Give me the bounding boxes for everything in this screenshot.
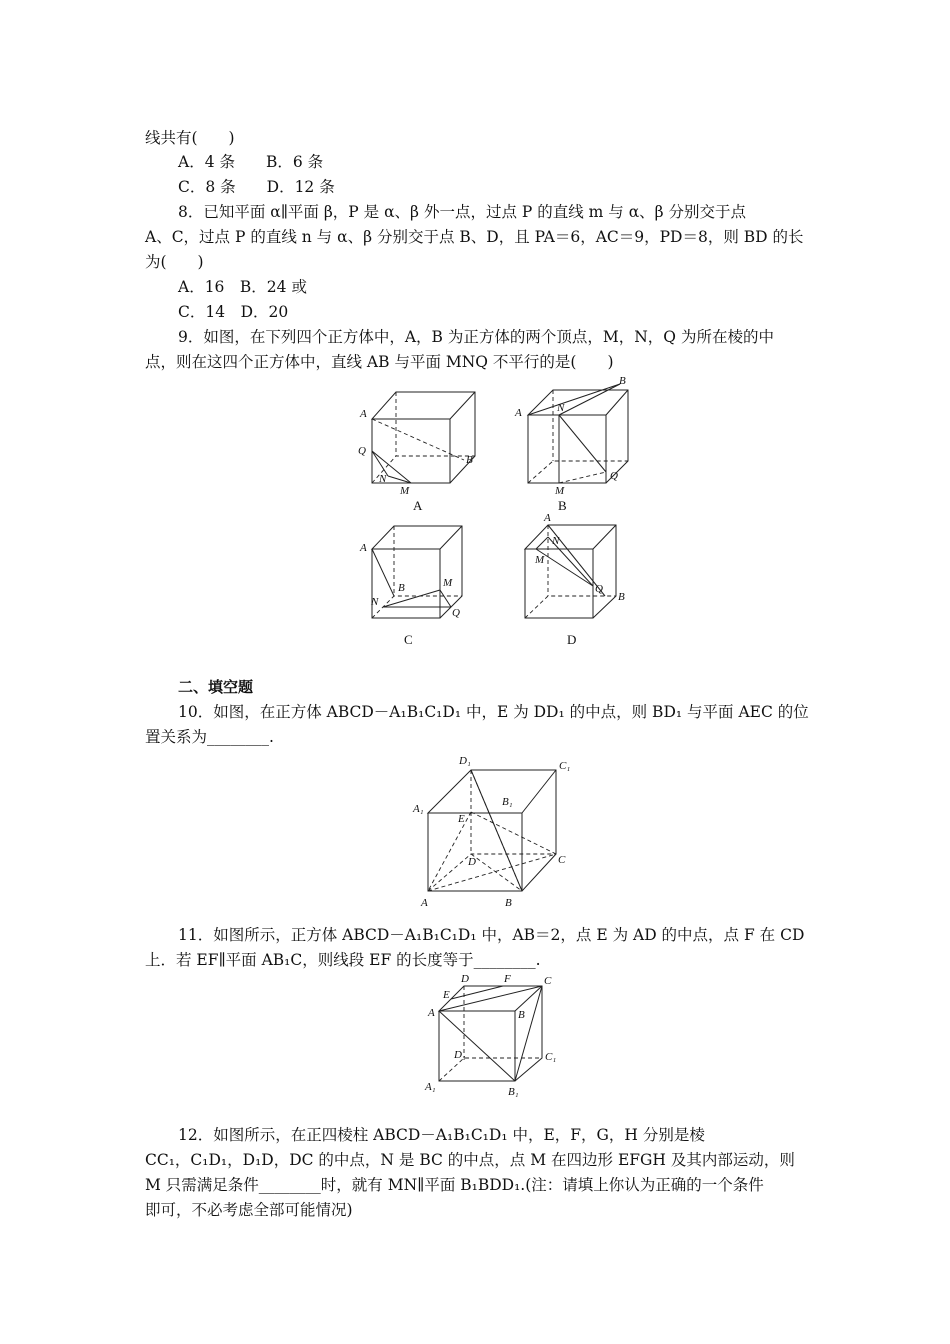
vertex-label: E <box>443 989 450 1001</box>
vertex-label: B <box>518 1009 525 1021</box>
vertex-label: D <box>461 973 469 985</box>
figure-caption: D <box>567 632 577 647</box>
question-8-line-1: 8．已知平面 α∥平面 β，P 是 α、β 外一点，过点 P 的直线 m 与 α、β 分别交于点 <box>178 203 747 221</box>
vertex-label: A <box>360 408 367 420</box>
question-9-line-2: 点，则在这四个正方体中，直线 AB 与平面 MNQ 不平行的是( ) <box>145 353 614 371</box>
question-12-line-4: 即可，不必考虑全部可能情况) <box>145 1201 353 1219</box>
vertex-label: B₁ <box>508 1086 519 1098</box>
vertex-label: B <box>619 375 626 387</box>
question-8-line-3: 为( ) <box>145 253 204 271</box>
figure-11-cube <box>420 972 570 1102</box>
vertex-label: B₁ <box>502 796 513 808</box>
vertex-label: N <box>379 473 387 485</box>
vertex-label: M <box>535 554 545 566</box>
section-heading: 二、填空题 <box>178 678 254 696</box>
vertex-label: A₁ <box>413 803 424 815</box>
option-line: A．16 B．24 或 <box>178 278 307 296</box>
question-11-line-2: 上．若 EF∥平面 AB₁C，则线段 EF 的长度等于________. <box>145 951 541 969</box>
vertex-label: M <box>555 485 565 497</box>
vertex-label: B <box>398 582 405 594</box>
vertex-label: Q <box>610 470 618 482</box>
question-11-line-1: 11．如图所示，正方体 ABCD－A₁B₁C₁D₁ 中，AB＝2，点 E 为 AD 的中点，点 F 在 CD <box>178 926 805 944</box>
option-line: C．8 条 D．12 条 <box>178 178 335 196</box>
vertex-label: Q <box>595 583 603 595</box>
figure-9-cube-c <box>355 520 485 650</box>
option-line: A．4 条 B．6 条 <box>178 153 324 171</box>
vertex-label: D <box>468 856 476 868</box>
vertex-label: B <box>618 591 625 603</box>
vertex-label: Q <box>452 607 460 619</box>
vertex-label: C <box>558 854 566 866</box>
question-12-line-1: 12．如图所示，在正四棱柱 ABCD－A₁B₁C₁D₁ 中，E，F，G，H 分别是棱 <box>178 1126 705 1144</box>
figure-9-cube-a <box>355 380 485 515</box>
figure-caption: C <box>404 632 413 647</box>
figure-caption: B <box>558 498 567 513</box>
vertex-label: B <box>466 454 473 466</box>
vertex-label: E <box>458 813 465 825</box>
vertex-label: B <box>505 897 512 909</box>
question-8-line-2: A、C，过点 P 的直线 n 与 α、β 分别交于点 B、D，且 PA＝6，AC＝9，PD＝8，则 BD 的长 <box>145 228 804 246</box>
vertex-label: M <box>443 577 453 589</box>
option-line: C．14 D．20 <box>178 303 289 321</box>
vertex-label: D₁ <box>459 755 471 767</box>
figure-9-cube-d <box>508 510 638 650</box>
question-9-line-1: 9．如图，在下列四个正方体中，A，B 为正方体的两个顶点，M，N，Q 为所在棱的中 <box>178 328 774 346</box>
vertex-label: C <box>544 975 552 987</box>
vertex-label: N <box>557 402 565 414</box>
vertex-label: Q <box>358 445 366 457</box>
question-12-line-2: CC₁，C₁D₁，D₁D，DC 的中点，N 是 BC 的中点，点 M 在四边形 EFGH 及其内部运动，则 <box>145 1151 795 1169</box>
vertex-label: M <box>400 485 410 497</box>
vertex-label: N <box>552 535 560 547</box>
vertex-label: A <box>544 512 551 524</box>
vertex-label: A <box>421 897 428 909</box>
vertex-label: C₁ <box>545 1051 557 1063</box>
text-line: 线共有( ) <box>145 129 235 147</box>
vertex-label: A <box>515 407 522 419</box>
vertex-label: C₁ <box>559 760 571 772</box>
vertex-label: F <box>504 973 511 985</box>
vertex-label: N <box>371 596 379 608</box>
question-10-line-2: 置关系为________. <box>145 728 274 746</box>
question-10-line-1: 10．如图，在正方体 ABCD－A₁B₁C₁D₁ 中，E 为 DD₁ 的中点，则 BD₁ 与平面 AEC 的位 <box>178 703 809 721</box>
question-12-line-3: M 只需满足条件________时，就有 MN∥平面 B₁BDD₁.(注：请填上你认为正确的一个条件 <box>145 1176 764 1194</box>
figure-10-cube <box>405 750 585 915</box>
vertex-label: A₁ <box>425 1081 436 1093</box>
figure-caption: A <box>413 498 423 513</box>
vertex-label: A <box>360 542 367 554</box>
vertex-label: D₁ <box>454 1049 466 1061</box>
figure-9-cube-b <box>508 372 638 515</box>
vertex-label: A <box>428 1007 435 1019</box>
